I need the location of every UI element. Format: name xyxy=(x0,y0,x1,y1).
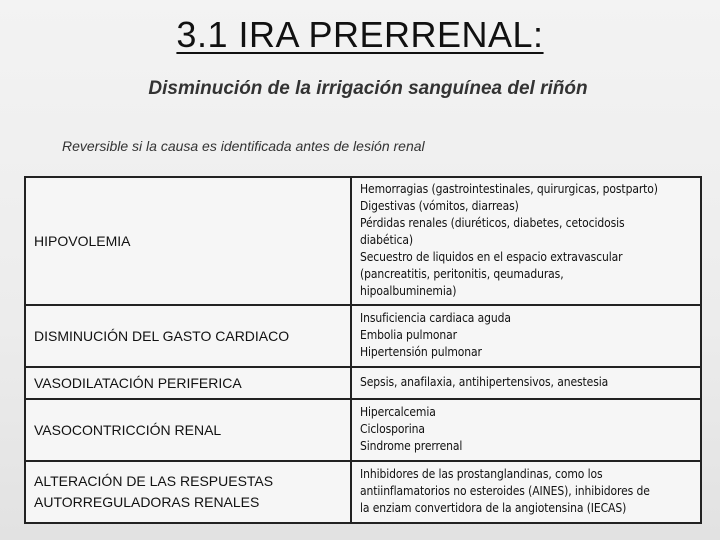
detail-line: Ciclosporina xyxy=(360,422,425,436)
detail-line: (pancreatitis, peritonitis, qeumaduras, xyxy=(360,267,564,281)
detail-line: Embolia pulmonar xyxy=(360,328,457,342)
detail-cell xyxy=(351,305,701,367)
detail-line: Insuficiencia cardiaca aguda xyxy=(360,311,511,325)
cause-cell: VASODILATACIÓN PERIFERICA xyxy=(25,367,351,399)
table-row xyxy=(25,367,701,399)
detail-line: la enziam convertidora de la angiotensina (IECAS) xyxy=(360,501,627,515)
detail-line: Inhibidores de las prostanglandinas, como los xyxy=(360,467,603,481)
detail-line: Hipercalcemia xyxy=(360,405,436,419)
cause-cell: DISMINUCIÓN DEL GASTO CARDIACO xyxy=(25,305,351,367)
detail-cell xyxy=(351,177,701,305)
detail-line: Hipertensión pulmonar xyxy=(360,345,482,359)
slide-subtitle: Disminución de la irrigación sanguínea del riñón xyxy=(148,78,588,99)
detail-line: Pérdidas renales (diuréticos, diabetes, cetocidosis xyxy=(360,216,625,230)
detail-line: diabética) xyxy=(360,233,413,247)
reversibility-note: Reversible si la causa es identificada antes de lesión renal xyxy=(62,138,425,154)
detail-line: Digestivas (vómitos, diarreas) xyxy=(360,199,519,213)
cause-cell: VASOCONTRICCIÓN RENAL xyxy=(25,399,351,461)
detail-line: Sindrome prerrenal xyxy=(360,439,463,453)
detail-line: Sepsis, anafilaxia, antihipertensivos, anestesia xyxy=(360,375,609,389)
table-row xyxy=(25,461,701,523)
detail-line: Hemorragias (gastrointestinales, quirurgicas, postparto) xyxy=(360,182,658,196)
detail-cell xyxy=(351,399,701,461)
slide-title xyxy=(0,14,720,56)
detail-cell xyxy=(351,461,701,523)
table-row xyxy=(25,177,701,305)
cause-cell: HIPOVOLEMIA xyxy=(25,177,351,305)
cause-cell: ALTERACIÓN DE LAS RESPUESTAS AUTORREGULADORAS RENALES xyxy=(25,461,351,523)
detail-line: Secuestro de liquidos en el espacio extravascular xyxy=(360,250,623,264)
causes-table xyxy=(24,176,702,524)
slide-title-text: 3.1 IRA PRERRENAL: xyxy=(176,14,544,55)
detail-cell xyxy=(351,367,701,399)
table-row xyxy=(25,399,701,461)
detail-line: antiinflamatorios no esteroides (AINES), inhibidores de xyxy=(360,484,650,498)
table-row xyxy=(25,305,701,367)
detail-line: hipoalbuminemia) xyxy=(360,284,457,298)
